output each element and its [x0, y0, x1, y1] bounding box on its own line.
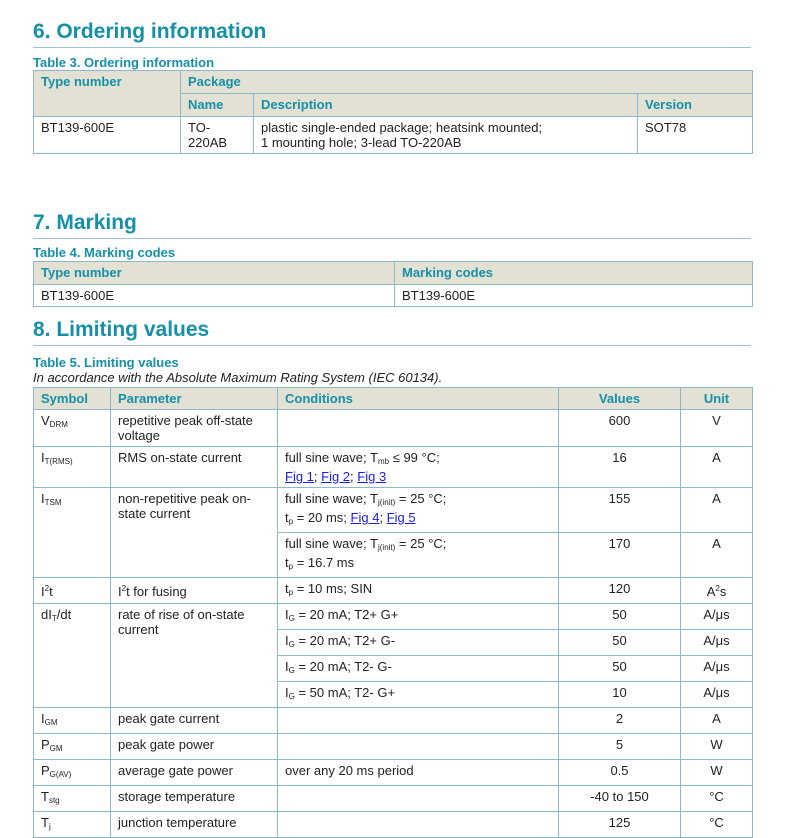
text: over any 20 ms period: [285, 763, 414, 778]
subscript: G: [288, 614, 295, 623]
cell-value: 50: [559, 604, 681, 630]
text: = 10 ms; SIN: [293, 581, 373, 596]
table-row: [34, 410, 753, 447]
table-row: [34, 117, 753, 154]
text: A/μs: [703, 685, 730, 700]
cell-parameter: repetitive peak off-state voltage: [111, 410, 278, 447]
header-type-number: Type number: [34, 71, 181, 117]
cell-value: 50: [559, 656, 681, 682]
header-type-number: Type number: [34, 262, 395, 285]
subscript: stg: [48, 796, 60, 805]
text: ;: [379, 510, 387, 525]
subscript: G(AV): [49, 770, 72, 779]
cell-symbol: [34, 488, 111, 578]
header-symbol: Symbol: [34, 388, 111, 410]
text: = 25 °C;: [395, 536, 447, 551]
cell-version: SOT78: [638, 117, 753, 154]
header-parameter: Parameter: [111, 388, 278, 410]
figure-link[interactable]: Fig 4: [350, 510, 380, 525]
cell-description: [254, 117, 638, 154]
cell-unit: [681, 760, 753, 786]
text: = 20 ms;: [293, 510, 351, 525]
table-caption: Table 3. Ordering information: [33, 55, 215, 70]
cell-parameter: [111, 578, 278, 604]
cell-conditions: [278, 760, 559, 786]
table-caption: Table 4. Marking codes: [33, 245, 176, 260]
cell-type: BT139-600E: [34, 117, 181, 154]
figure-link[interactable]: Fig 5: [386, 510, 416, 525]
table-row: [34, 285, 753, 307]
text: ;: [350, 469, 358, 484]
text: = 20 mA; T2+ G-: [294, 633, 396, 648]
text: full sine wave; T: [285, 491, 378, 506]
text: °C: [709, 815, 724, 830]
text: A: [712, 536, 721, 551]
subscript: G: [288, 666, 295, 675]
text: W: [710, 737, 723, 752]
subscript: p: [288, 588, 294, 597]
cell-conditions: [278, 734, 559, 760]
table-caption: Table 5. Limiting values: [33, 355, 179, 370]
table-note: In accordance with the Absolute Maximum Rating System (IEC 60134).: [33, 370, 443, 385]
section-title-marking: 7. Marking: [33, 211, 751, 239]
cell-value: 155: [559, 488, 681, 533]
section-title-limiting-values: 8. Limiting values: [33, 318, 751, 346]
cell-conditions: [278, 812, 559, 838]
table-row: [34, 708, 753, 734]
description-line: plastic single-ended package; heatsink mounted;: [261, 120, 543, 135]
cell-value: 600: [559, 410, 681, 447]
text: t: [285, 581, 289, 596]
cell-conditions: [278, 533, 559, 578]
cell-parameter: non-repetitive peak on-state current: [111, 488, 278, 578]
text: = 50 mA; T2- G+: [294, 685, 396, 700]
subscript: j(init): [377, 498, 396, 507]
figure-link[interactable]: Fig 2: [321, 469, 351, 484]
table-row: [34, 786, 753, 812]
cell-conditions: [278, 682, 559, 708]
cell-conditions: [278, 656, 559, 682]
cell-unit: [681, 533, 753, 578]
header-unit: Unit: [681, 388, 753, 410]
cell-value: 0.5: [559, 760, 681, 786]
superscript: 2: [715, 584, 720, 593]
cell-value: 50: [559, 630, 681, 656]
cell-unit: [681, 447, 753, 488]
cell-unit: [681, 630, 753, 656]
limiting-values-table: [33, 387, 753, 838]
superscript: 2: [121, 584, 127, 593]
header-marking-codes: Marking codes: [395, 262, 753, 285]
table-row: [34, 734, 753, 760]
description-line: 1 mounting hole; 3-lead TO-220AB: [261, 135, 462, 150]
subscript: p: [288, 517, 294, 526]
cell-value: 5: [559, 734, 681, 760]
text: A/μs: [703, 607, 730, 622]
cell-conditions: [278, 786, 559, 812]
subscript: GM: [44, 718, 58, 727]
text: s: [719, 584, 727, 599]
cell-symbol: [34, 734, 111, 760]
cell-symbol: [34, 708, 111, 734]
cell-symbol: [34, 786, 111, 812]
cell-value: 170: [559, 533, 681, 578]
text: I: [285, 685, 289, 700]
cell-unit: [681, 812, 753, 838]
subscript: TSM: [44, 498, 62, 507]
text: I: [41, 491, 45, 506]
section-title-ordering: 6. Ordering information: [33, 20, 751, 48]
text: t: [285, 510, 289, 525]
text: t: [285, 555, 289, 570]
cell-symbol: [34, 604, 111, 708]
cell-parameter: RMS on-state current: [111, 447, 278, 488]
cell-unit: [681, 604, 753, 630]
header-description: Description: [254, 94, 638, 117]
cell-value: 2: [559, 708, 681, 734]
cell-value: 125: [559, 812, 681, 838]
text: P: [41, 763, 50, 778]
text: ;: [313, 469, 322, 484]
text: A: [712, 711, 721, 726]
cell-conditions: [278, 488, 559, 533]
header-conditions: Conditions: [278, 388, 559, 410]
cell-parameter: rate of rise of on-state current: [111, 604, 278, 708]
subscript: DRM: [49, 420, 68, 429]
header-values: Values: [559, 388, 681, 410]
table-row: [34, 578, 753, 604]
text: full sine wave; T: [285, 450, 378, 465]
text: I: [118, 584, 122, 599]
cell-type: BT139-600E: [34, 285, 395, 307]
text: W: [710, 763, 723, 778]
figure-link[interactable]: Fig 3: [357, 469, 387, 484]
text: full sine wave; T: [285, 536, 378, 551]
text: = 25 °C;: [395, 491, 447, 506]
cell-symbol: [34, 760, 111, 786]
cell-unit: [681, 734, 753, 760]
cell-unit: [681, 410, 753, 447]
marking-table: [33, 261, 753, 307]
cell-unit: [681, 786, 753, 812]
text: I: [285, 659, 289, 674]
text: I: [285, 607, 289, 622]
cell-parameter: peak gate current: [111, 708, 278, 734]
text: T: [41, 815, 49, 830]
cell-name: TO-220AB: [181, 117, 254, 154]
table-row: [34, 604, 753, 630]
table-row: [34, 812, 753, 838]
cell-conditions: [278, 604, 559, 630]
cell-unit: [681, 656, 753, 682]
text: I: [41, 584, 45, 599]
header-name: Name: [181, 94, 254, 117]
cell-parameter: peak gate power: [111, 734, 278, 760]
cell-unit: [681, 682, 753, 708]
text: P: [41, 737, 50, 752]
table-row: [34, 760, 753, 786]
superscript: 2: [44, 584, 50, 593]
text: t for fusing: [126, 584, 187, 599]
text: I: [41, 711, 45, 726]
figure-link[interactable]: Fig 1: [285, 469, 314, 484]
cell-parameter: average gate power: [111, 760, 278, 786]
cell-parameter: junction temperature: [111, 812, 278, 838]
cell-unit: [681, 708, 753, 734]
text: I: [41, 450, 45, 465]
cell-value: 120: [559, 578, 681, 604]
cell-symbol: [34, 812, 111, 838]
cell-unit: [681, 488, 753, 533]
subscript: GM: [49, 744, 63, 753]
subscript: j(init): [377, 543, 396, 552]
cell-conditions: [278, 708, 559, 734]
subscript: p: [288, 562, 294, 571]
text: A: [706, 584, 716, 599]
cell-value: -40 to 150: [559, 786, 681, 812]
text: t: [49, 584, 53, 599]
text: T: [41, 789, 49, 804]
text: = 20 mA; T2+ G+: [294, 607, 399, 622]
text: I: [285, 633, 289, 648]
subscript: j: [48, 822, 51, 831]
ordering-table: [33, 70, 753, 154]
cell-conditions: [278, 578, 559, 604]
header-version: Version: [638, 94, 753, 117]
cell-parameter: storage temperature: [111, 786, 278, 812]
text: A: [712, 450, 721, 465]
cell-unit: [681, 578, 753, 604]
text: = 16.7 ms: [293, 555, 355, 570]
cell-conditions: [278, 410, 559, 447]
text: = 20 mA; T2- G-: [294, 659, 392, 674]
subscript: T: [51, 614, 57, 623]
text: ≤ 99 °C;: [389, 450, 440, 465]
text: V: [712, 413, 721, 428]
text: V: [41, 413, 50, 428]
header-package: Package: [181, 71, 753, 94]
table-row: [34, 488, 753, 533]
subscript: G: [288, 640, 295, 649]
text: A: [712, 491, 721, 506]
cell-value: 10: [559, 682, 681, 708]
text: /dt: [56, 607, 72, 622]
text: A/μs: [703, 659, 730, 674]
subscript: mb: [377, 457, 390, 466]
cell-value: 16: [559, 447, 681, 488]
cell-conditions: [278, 630, 559, 656]
cell-conditions: [278, 447, 559, 488]
text: °C: [709, 789, 724, 804]
cell-marking-code: BT139-600E: [395, 285, 753, 307]
cell-symbol: [34, 578, 111, 604]
cell-symbol: [34, 410, 111, 447]
cell-symbol: [34, 447, 111, 488]
subscript: G: [288, 692, 295, 701]
text: dI: [41, 607, 52, 622]
table-row: [34, 447, 753, 488]
text: A/μs: [703, 633, 730, 648]
subscript: T(RMS): [44, 457, 73, 466]
